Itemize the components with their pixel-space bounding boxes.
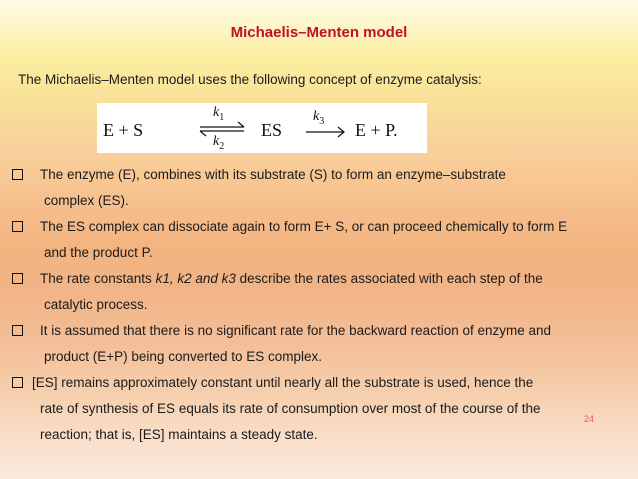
bullet-line: The enzyme (E), combines with its substrate (S) to form an enzyme–substrate (40, 167, 506, 182)
list-item (12, 162, 632, 214)
intro-text: The Michaelis–Menten model uses the following concept of enzyme catalysis: (18, 72, 482, 87)
bullet-list (12, 162, 632, 448)
bullet-line: product (E+P) being converted to ES complex. (44, 349, 323, 364)
checkbox-bullet-icon (12, 273, 23, 284)
k1-label: $k_1$ (213, 105, 225, 123)
checkbox-bullet-icon (12, 221, 23, 232)
bullet-line: catalytic process. (44, 297, 148, 312)
products-text: E + P. (355, 120, 398, 140)
checkbox-bullet-icon (12, 325, 23, 336)
bullet-line: rate of synthesis of ES equals its rate of consumption over most of the course of the (40, 401, 541, 416)
bullet-line: reaction; that is, [ES] maintains a steady state. (40, 427, 318, 442)
slide-title: Michaelis–Menten model (230, 24, 408, 41)
checkbox-bullet-icon (12, 169, 23, 180)
rate-constants-emphasis: k1, k2 and k3 (155, 271, 236, 286)
intermediate-text: ES (261, 120, 283, 140)
k2-label: $k_2$ (213, 134, 225, 152)
bullet-line: and the product P. (44, 245, 153, 260)
checkbox-bullet-icon (12, 377, 23, 388)
bullet-line: The rate constants k1, k2 and k3 describe the rates associated with each step of the (40, 271, 543, 286)
slide-number: 24 (584, 414, 595, 424)
bullet-line: complex (ES). (44, 193, 129, 208)
bullet-line: It is assumed that there is no significant rate for the backward reaction of enzyme and (40, 323, 552, 338)
reaction-equation (97, 103, 427, 153)
list-item (12, 370, 632, 448)
bullet-line: [ES] remains approximately constant until nearly all the substrate is used, hence the (32, 375, 534, 390)
reactants-text: E + S (103, 120, 144, 140)
bullet-line: The ES complex can dissociate again to form E+ S, or can proceed chemically to form E (40, 219, 568, 234)
list-item (12, 318, 632, 370)
list-item (12, 214, 632, 266)
list-item (12, 266, 632, 318)
k3-label: $k_3$ (313, 109, 325, 127)
